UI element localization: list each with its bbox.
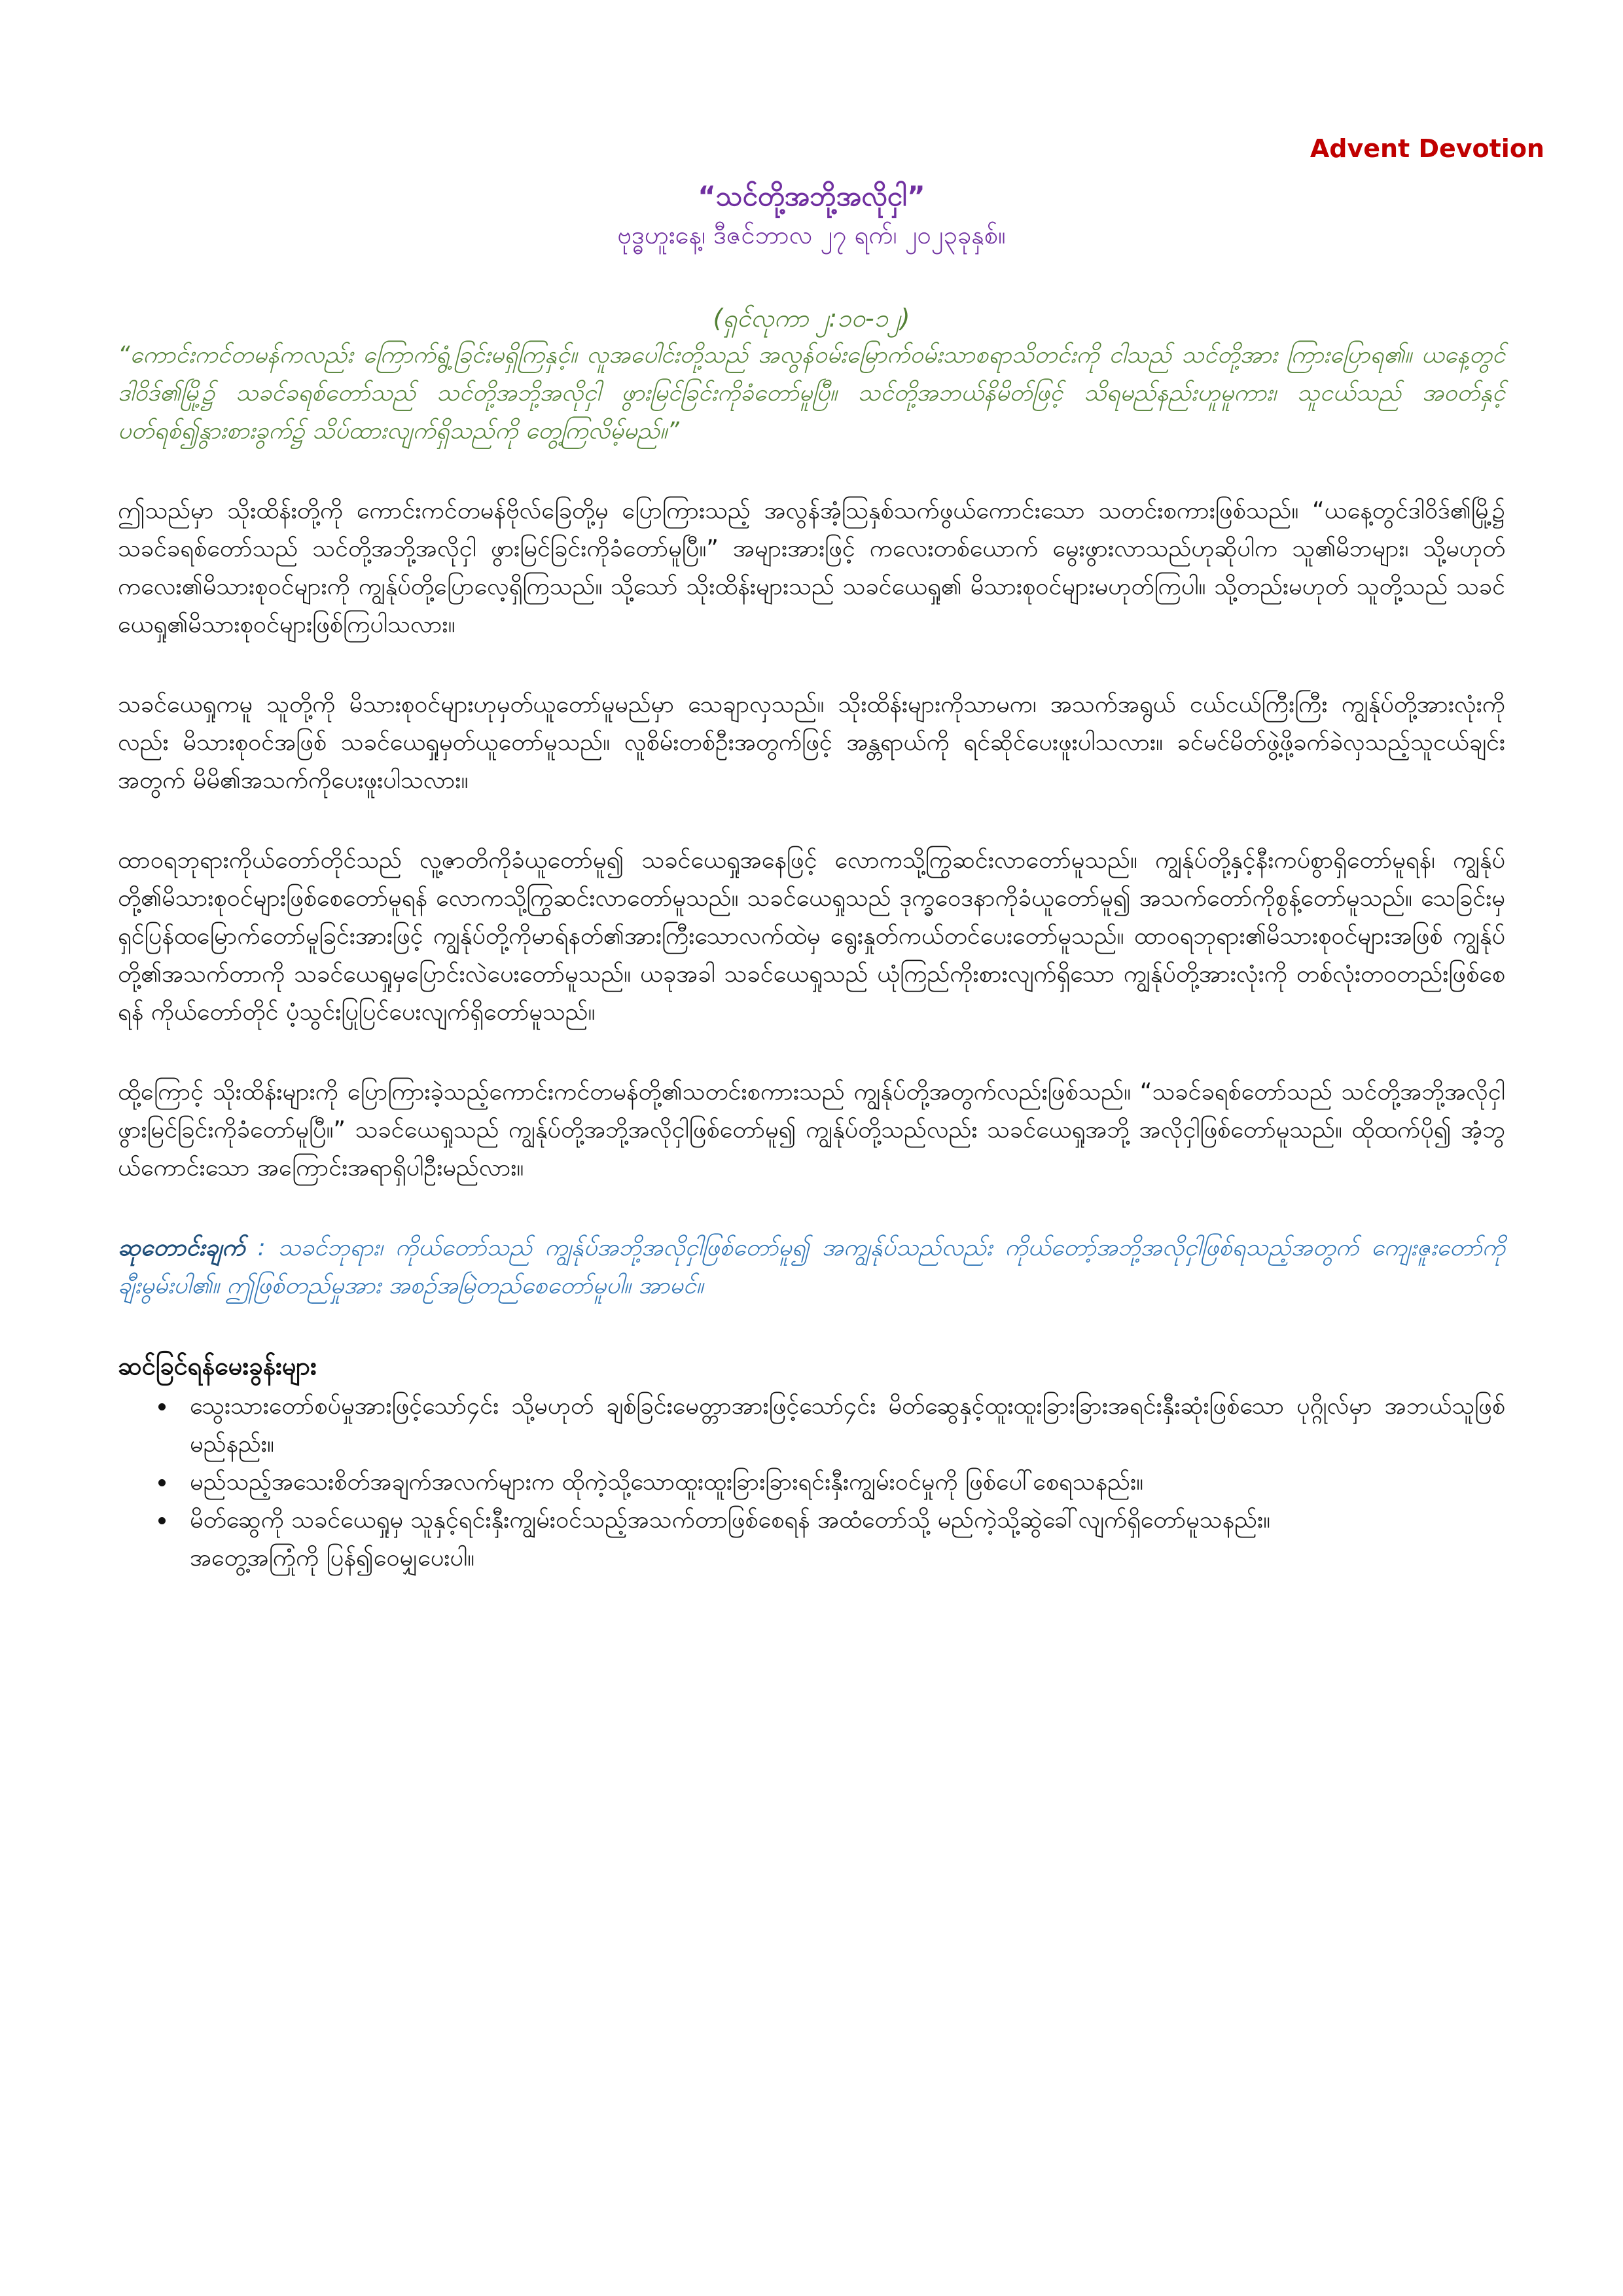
prayer-block bbox=[118, 1229, 1505, 1305]
closing-line: အတွေ့အကြုံကို ပြန်၍ဝေမျှပေးပါ။ bbox=[190, 1545, 475, 1571]
question-item: • မည်သည့်အသေးစိတ်အချက်အလက်များက ထိုကဲ့သို့သောထူးထူးခြားခြားရင်းနှီးကျွမ်းဝင်မှုကို ဖြစ်ပေါ်စေရသနည်း။ bbox=[177, 1463, 1505, 1501]
question-item: • သွေးသားတော်စပ်မှုအားဖြင့်သော်၄င်း သို့မဟုတ် ချစ်ခြင်းမေတ္တာအားဖြင့်သော်၄င်း မိတ်ဆွေနှင့်ထူးထူးခြားခြားအရင်းနှီးဆုံးဖြစ်သော ပုဂ္ဂိုလ်မှာ အဘယ်သူဖြစ်မည်နည်း။ bbox=[177, 1388, 1505, 1463]
questions-list bbox=[118, 1388, 1505, 1539]
body-paragraph-4: ထို့ကြောင့် သိုးထိန်းများကို ပြောကြားခဲ့သည့်ကောင်းကင်တမန်တို့၏သတင်းစကားသည် ကျွန်ုပ်တို့အတွက်လည်းဖြစ်သည်။ “သခင်ခရစ်တော်သည် သင်တို့အဘို့အလိုငှါ ဖွားမြင်ခြင်းကိုခံတော်မူပြီ။” သခင်ယေရှုသည် ကျွန်ုပ်တို့အဘို့အလိုငှါဖြစ်တော်မူ၍ ကျွန်ုပ်တို့သည်လည်း သခင်ယေရှုအဘို့ အလိုငှါဖြစ်တော်မူသည်။ ထိုထက်ပို၍ အံ့ဘွယ်ကောင်းသော အကြောင်းအရာရှိပါဦးမည်လား။ bbox=[118, 1079, 1505, 1181]
scripture-reference: (ရှင်လုကာ ၂:၁၀-၁၂) bbox=[713, 304, 910, 332]
advent-devotion-tag: Advent Devotion bbox=[1310, 134, 1544, 163]
body-paragraph-3: ထာဝရဘုရားကိုယ်တော်တိုင်သည် လူ့ဇာတိကိုခံယူတော်မူ၍ သခင်ယေရှုအနေဖြင့် လောကသို့ကြွဆင်းလာတော်မူသည်။ ကျွန်ုပ်တို့နှင့်နီးကပ်စွာရှိတော်မူရန်၊ ကျွန်ုပ်တို့၏မိသားစုဝင်များဖြစ်စေတော်မူရန် လောကသို့ကြွဆင်းလာတော်မူသည်။ သခင်ယေရှုသည် ဒုက္ခဝေဒနာကိုခံယူတော်မူ၍ အသက်တော်ကိုစွန့်တော်မူသည်။ သေခြင်းမှရှင်ပြန်ထမြောက်တော်မူခြင်းအားဖြင့် ကျွန်ုပ်တို့ကိုမာရ်နတ်၏အားကြီးသောလက်ထဲမှ ရွေးနှုတ်ကယ်တင်ပေးတော်မူသည်။ ထာဝရဘုရား၏မိသားစုဝင်များအဖြစ် ကျွန်ုပ်တို့၏အသက်တာကို သခင်ယေရှုမှပြောင်းလဲပေးတော်မူသည်။ ယခုအခါ သခင်ယေရှုသည် ယုံကြည်ကိုးစားလျက်ရှိသော ကျွန်ုပ်တို့အားလုံးကို တစ်လုံးတဝတည်းဖြစ်စေရန် ကိုယ်တော်တိုင် ပံ့သွင်းပြုပြင်ပေးလျက်ရှိတော်မူသည်။ bbox=[118, 847, 1505, 1026]
questions-heading: ဆင်ခြင်ရန်မေးခွန်းများ bbox=[118, 1352, 317, 1380]
question-item: • မိတ်ဆွေကို သခင်ယေရှုမှ သူနှင့်ရင်းနှီးကျွမ်းဝင်သည့်အသက်တာဖြစ်စေရန် အထံတော်သို့ မည်ကဲ့သို့ဆွဲခေါ်လျက်ရှိတော်မူသနည်း။ bbox=[177, 1501, 1505, 1539]
prayer-label: ဆုတောင်းချက် bbox=[118, 1234, 245, 1261]
devotion-title: “သင်တို့အဘို့အလိုငှါ” bbox=[698, 180, 925, 212]
scripture-text: “ကောင်းကင်တမန်ကလည်း ကြောက်ရွံ့ခြင်းမရှိကြနှင့်။ လူအပေါင်းတို့သည် အလွန်ဝမ်းမြောက်ဝမ်းသာစရာသိတင်းကို ငါသည် သင်တို့အား ကြားပြောရ၏။ ယနေ့တွင် ဒါဝိဒ်၏မြို့၌ သခင်ခရစ်တော်သည် သင်တို့အဘို့အလိုငှါ ဖွားမြင်ခြင်းကိုခံတော်မူပြီ။ သင်တို့အဘယ်နိမိတ်ဖြင့် သိရမည်နည်းဟူမူကား၊ သူငယ်သည် အဝတ်နှင့်ပတ်ရစ်၍နွားစားခွက်၌ သိပ်ထားလျက်ရှိသည်ကို တွေ့ကြလိမ့်မည်။” bbox=[118, 342, 1505, 444]
devotion-date: ဗုဒ္ဓဟူးနေ့၊ ဒီဇင်ဘာလ ၂၇ ရက်၊ ၂၀၂၃ခုနှစ်။ bbox=[617, 221, 1006, 249]
prayer-separator: : bbox=[245, 1234, 278, 1261]
body-paragraph-2: သခင်ယေရှုကမူ သူတို့ကို မိသားစုဝင်များဟုမှတ်ယူတော်မူမည်မှာ သေချာလှသည်။ သိုးထိန်းများကိုသာမက၊ အသက်အရွယ် ငယ်ငယ်ကြီးကြီး ကျွန်ုပ်တို့အားလုံးကိုလည်း မိသားစုဝင်အဖြစ် သခင်ယေရှုမှတ်ယူတော်မူသည်။ လူစိမ်းတစ်ဦးအတွက်ဖြင့် အန္တရာယ်ကို ရင်ဆိုင်ပေးဖူးပါသလား။ ခင်မင်မိတ်ဖွဲ့ဖို့ခက်ခဲလှသည့်သူငယ်ချင်းအတွက် မိမိ၏အသက်ကိုပေးဖူးပါသလား။ bbox=[118, 691, 1505, 794]
prayer-text: သခင်ဘုရား၊ ကိုယ်တော်သည် ကျွန်ုပ်အဘို့အလိုငှါဖြစ်တော်မူ၍ အကျွန်ုပ်သည်လည်း ကိုယ်တော့်အဘို့အလိုငှါဖြစ်ရသည့်အတွက် ကျေးဇူးတော်ကိုချီးမွမ်းပါ၏။ ဤဖြစ်တည်မှုအား အစဉ်အမြဲတည်စေတော်မူပါ။ အာမင်။ bbox=[118, 1234, 1506, 1299]
body-paragraph-1: ဤသည်မှာ သိုးထိန်းတို့ကို ကောင်းကင်တမန်ဗိုလ်ခြေတို့မှ ပြောကြားသည့် အလွန်အံ့သြနှစ်သက်ဖွယ်ကောင်းသော သတင်းစကားဖြစ်သည်။ “ယနေ့တွင်ဒါဝိဒ်၏မြို့၌ သခင်ခရစ်တော်သည် သင်တို့အဘို့အလိုငှါ ဖွားမြင်ခြင်းကိုခံတော်မူပြီ။” အများအားဖြင့် ကလေးတစ်ယောက် မွေးဖွားလာသည်ဟုဆိုပါက သူ၏မိဘများ၊ သို့မဟုတ် ကလေး၏မိသားစုဝင်များကို ကျွန်ုပ်တို့ပြောလေ့ရှိကြသည်။ သို့သော် သိုးထိန်းများသည် သခင်ယေရှု၏ မိသားစုဝင်များမဟုတ်ကြပါ။ သို့တည်းမဟုတ် သူတို့သည် သခင်ယေရှု၏မိသားစုဝင်များဖြစ်ကြပါသလား။ bbox=[118, 497, 1505, 638]
